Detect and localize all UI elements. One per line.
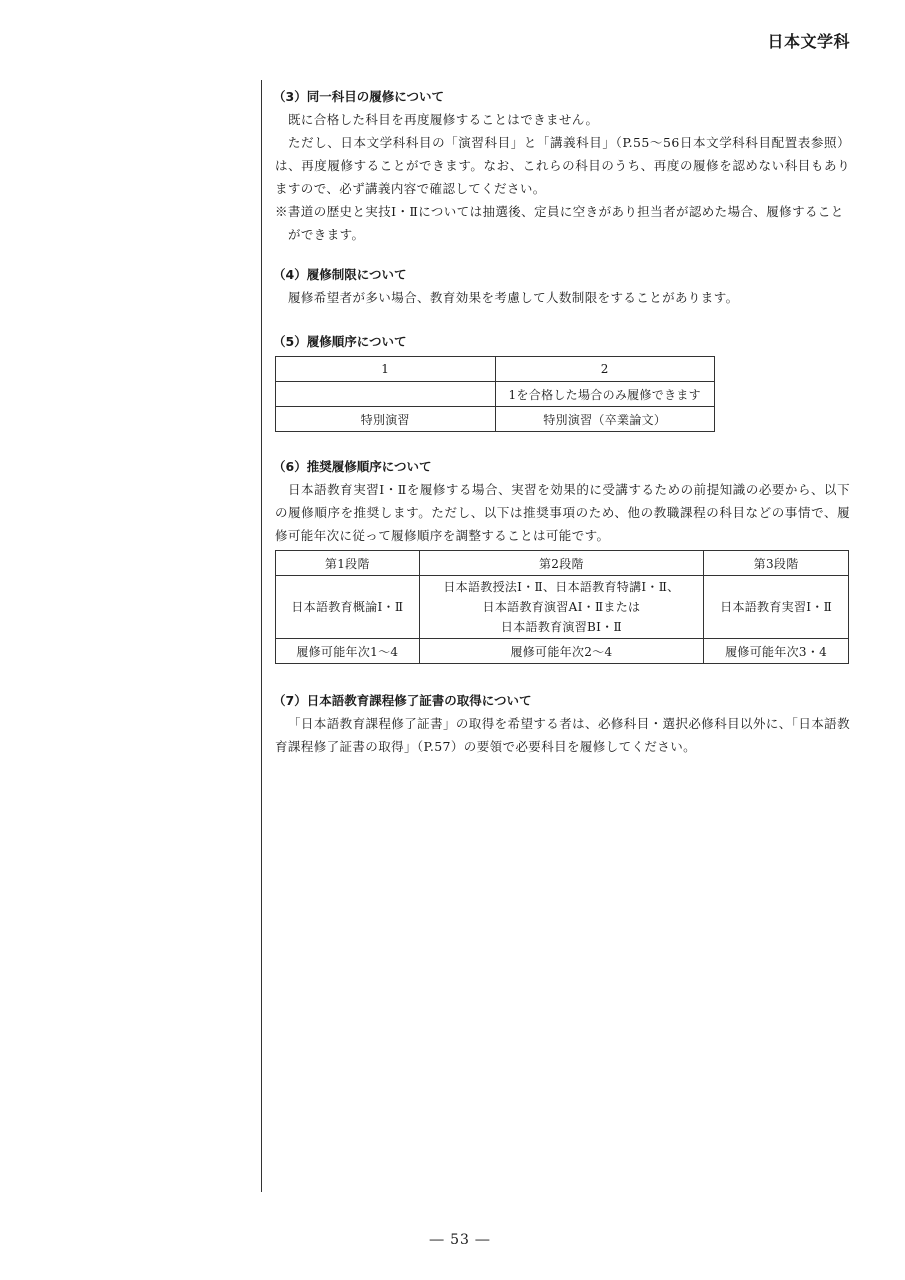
table-cell: 1を合格した場合のみ履修できます bbox=[495, 382, 715, 407]
table-cell: 第2段階 bbox=[419, 551, 704, 576]
table-row bbox=[276, 382, 715, 407]
table-cell bbox=[419, 576, 704, 639]
section-heading: （6）推奨履修順序について bbox=[273, 459, 432, 474]
table-cell bbox=[276, 382, 496, 407]
table-row bbox=[276, 639, 849, 664]
cell-line: 日本語教育演習BⅠ・Ⅱ bbox=[500, 620, 622, 634]
section-enrollment-limit bbox=[275, 265, 850, 309]
section-heading: （7）日本語教育課程修了証書の取得について bbox=[273, 693, 532, 708]
main-content bbox=[275, 87, 850, 758]
section-certificate bbox=[275, 691, 850, 758]
table-cell: 特別演習 bbox=[276, 407, 496, 432]
table-cell: 日本語教育概論Ⅰ・Ⅱ bbox=[276, 576, 420, 639]
table-row bbox=[276, 407, 715, 432]
table-cell: 日本語教育実習Ⅰ・Ⅱ bbox=[704, 576, 849, 639]
cell-line: 日本語教育演習AⅠ・Ⅱまたは bbox=[482, 600, 641, 614]
section-recommended-order bbox=[275, 457, 850, 664]
note: ※書道の歴史と実技Ⅰ・Ⅱについては抽選後、定員に空きがあり担当者が認めた場合、履修することができます。 bbox=[275, 204, 844, 242]
table-cell: 2 bbox=[495, 357, 715, 382]
table-cell: 第1段階 bbox=[276, 551, 420, 576]
table-cell: 履修可能年次3・4 bbox=[704, 639, 849, 664]
table-cell: 履修可能年次1～4 bbox=[276, 639, 420, 664]
table-cell: 第3段階 bbox=[704, 551, 849, 576]
recommended-order-table bbox=[275, 550, 849, 664]
department-title: 日本文学科 bbox=[767, 32, 850, 51]
section-course-order bbox=[275, 332, 850, 432]
paragraph: 日本語教育実習Ⅰ・Ⅱを履修する場合、実習を効果的に受講するための前提知識の必要から、以下の履修順序を推奨します。ただし、以下は推奨事項のため、他の教職課程の科目などの事情で、履修可能年次に従って履修順序を調整することは可能です。 bbox=[275, 482, 850, 543]
table-cell: 1 bbox=[276, 357, 496, 382]
table-header-row bbox=[276, 551, 849, 576]
cell-line: 日本語教授法Ⅰ・Ⅱ、日本語教育特講Ⅰ・Ⅱ、 bbox=[443, 580, 680, 594]
table-header-row bbox=[276, 357, 715, 382]
paragraph: 既に合格した科目を再度履修することはできません。 bbox=[288, 112, 599, 127]
section-heading: （5）履修順序について bbox=[273, 334, 407, 349]
paragraph: ただし、日本文学科科目の「演習科目」と「講義科目」（P.55～56日本文学科科目配置表参照）は、再度履修することができます。なお、これらの科目のうち、再度の履修を認めない科目もありますので、必ず講義内容で確認してください。 bbox=[275, 135, 850, 196]
course-order-table bbox=[275, 356, 715, 432]
section-heading: （4）履修制限について bbox=[273, 267, 407, 282]
table-cell: 特別演習（卒業論文） bbox=[495, 407, 715, 432]
paragraph: 「日本語教育課程修了証書」の取得を希望する者は、必修科目・選択必修科目以外に、「日本語教育課程修了証書の取得」（P.57）の要領で必要科目を履修してください。 bbox=[275, 716, 850, 754]
page-number: ― 53 ― bbox=[429, 1232, 491, 1248]
section-heading: （3）同一科目の履修について bbox=[273, 89, 444, 104]
paragraph: 履修希望者が多い場合、教育効果を考慮して人数制限をすることがあります。 bbox=[288, 290, 739, 305]
table-cell: 履修可能年次2～4 bbox=[419, 639, 704, 664]
table-row bbox=[276, 576, 849, 639]
section-same-course bbox=[275, 87, 850, 246]
margin-rule bbox=[261, 80, 262, 1192]
